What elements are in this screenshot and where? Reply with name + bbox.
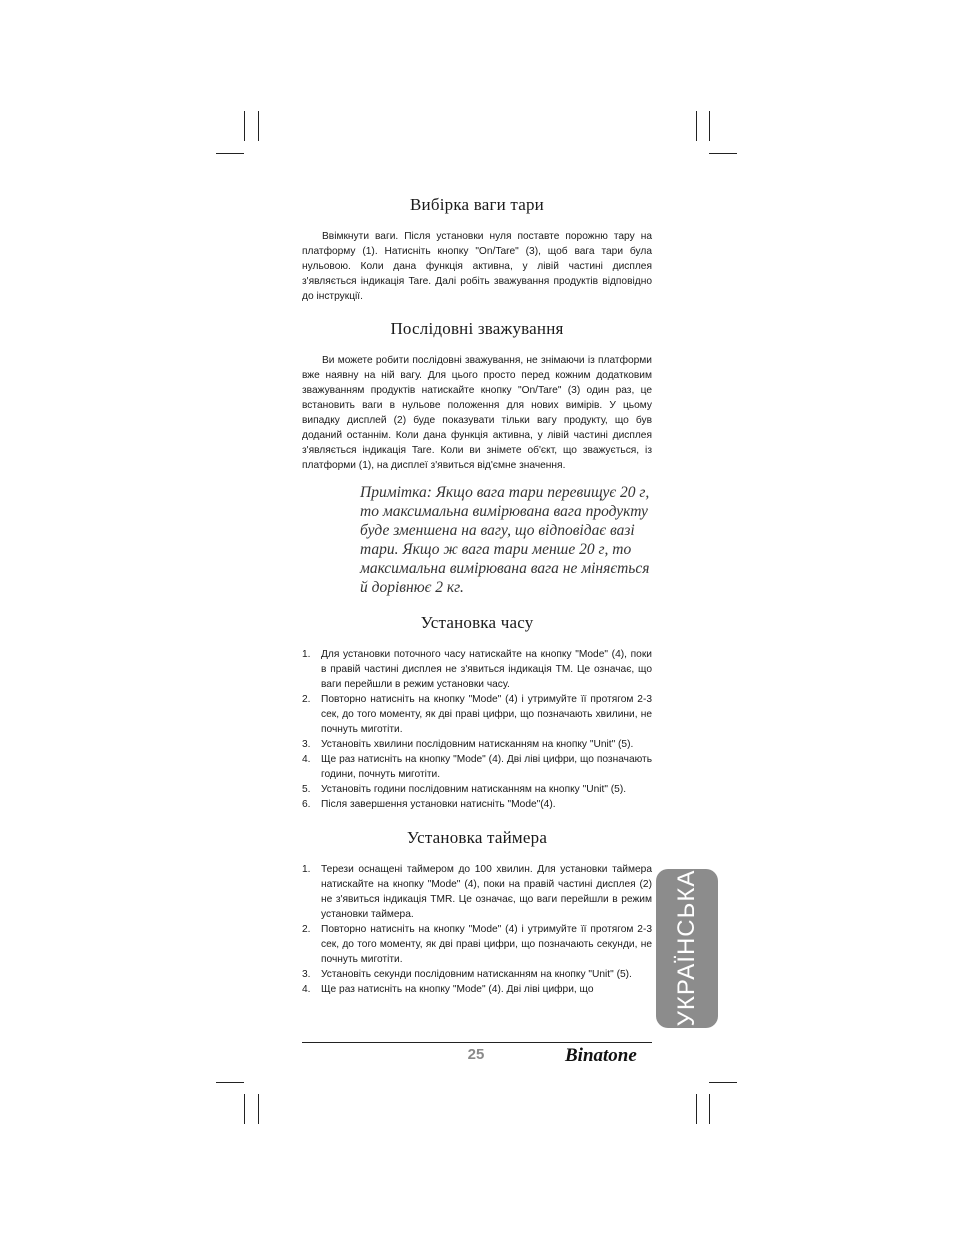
step-number: 2. — [302, 924, 311, 935]
crop-mark-top-left-v1 — [244, 111, 245, 141]
section-timer — [302, 828, 652, 997]
crop-mark-top-left-h — [216, 153, 244, 154]
page-number: 25 — [467, 1046, 485, 1063]
paragraph-tare: Ввімкнути ваги. Після установки нуля поставте порожню тару на платформу (1). Натисніть кнопку "On/Tare" (3), щоб вага тари була нульовою. Коли дана функція активна, у лівій частині дисплея з'являється індикація Tare. Далі робіть зважування продуктів відповідно до інструкції. — [302, 231, 652, 302]
section-sequential — [302, 319, 652, 597]
step-text: Ще раз натисніть на кнопку "Mode" (4). Дві ліві цифри, що — [321, 984, 594, 995]
list-item — [302, 692, 652, 737]
list-item — [302, 737, 652, 752]
section-title-clock: Установка часу — [420, 613, 534, 632]
crop-mark-top-right-v1 — [696, 111, 697, 141]
page-content — [302, 195, 652, 997]
section-clock — [302, 613, 652, 812]
crop-mark-bottom-left-h — [216, 1082, 244, 1083]
step-number: 1. — [302, 649, 311, 660]
section-title-timer: Установка таймера — [406, 828, 548, 847]
list-item — [302, 782, 652, 797]
crop-mark-top-left-v2 — [258, 111, 259, 141]
step-text: Повторно натисніть на кнопку "Mode" (4) і утримуйте її протягом 2-3 сек, до того моменту, як дві праві цифри, що позначають секунди, не почнуть миготіти. — [321, 924, 652, 965]
step-number: 2. — [302, 694, 311, 705]
steps-timer — [302, 862, 652, 997]
language-side-tab-label: УКРАЇНСЬКА — [673, 869, 700, 1027]
section-tare — [302, 195, 652, 304]
brand-logo: Binatone — [565, 1045, 637, 1066]
list-item — [302, 797, 652, 812]
crop-mark-bottom-left-v2 — [258, 1094, 259, 1124]
paragraph-sequential: Ви можете робити послідовні зважування, не знімаючи із платформи вже наявну на ній вагу. Для цього просто перед кожним додатковим зважуванням продуктів натискайте кнопку "On/Tare" (3) один раз, це встановить ваги в нульове положення для нових вимірів. У цьому випадку дисплей (2) буде показувати тільки вагу продукту, що був доданий останнім. Коли дана функція активна, у лівій частині дисплея з'являється індикація Tare. Коли ви знімете об'єкт, що зважується, із платформи (1), на дисплеї з'явиться від'ємне значення. — [302, 355, 652, 471]
step-number: 3. — [302, 969, 311, 980]
step-text: Установіть секунди послідовним натисканням на кнопку "Unit" (5). — [321, 969, 632, 980]
section-title-sequential: Послідовні зважування — [390, 319, 564, 338]
list-item — [302, 967, 652, 982]
step-number: 6. — [302, 799, 311, 810]
step-number: 5. — [302, 784, 311, 795]
list-item — [302, 982, 652, 997]
step-text: Після завершення установки натисніть "Mode"(4). — [321, 799, 556, 810]
section-title-tare: Вибірка ваги тари — [410, 195, 544, 214]
step-text: Для установки поточного часу натискайте на кнопку "Mode" (4), поки в правій частині дисплея не з'явиться індикація TM. Це означає, що ваги перейшли в режим установки часу. — [321, 649, 652, 690]
list-item — [302, 752, 652, 782]
crop-mark-bottom-left-v1 — [244, 1094, 245, 1124]
note-tare-weight: Примітка: Якщо вага тари перевищує 20 г, то максимальна вимірювана вага продукту буде зменшена на вагу, що відповідає вазі тари. Якщо ж вага тари менше 20 г, то максимальна вимірювана вага не міняється й дорівнює 2 кг. — [360, 484, 650, 596]
footer-divider — [302, 1042, 652, 1043]
step-number: 4. — [302, 984, 311, 995]
crop-mark-bottom-right-v2 — [709, 1094, 710, 1124]
crop-mark-bottom-right-v1 — [696, 1094, 697, 1124]
step-number: 1. — [302, 864, 311, 875]
step-text: Терези оснащені таймером до 100 хвилин. Для установки таймера натискайте на кнопку "Mode" (4), поки на правій частині дисплея (2) не з'явиться індикація TMR. Це означає, що ваги перейшли в режим установки таймера. — [321, 864, 652, 920]
list-item — [302, 862, 652, 922]
crop-mark-top-right-v2 — [709, 111, 710, 141]
list-item — [302, 647, 652, 692]
steps-clock — [302, 647, 652, 812]
list-item — [302, 922, 652, 967]
step-text: Установіть хвилини послідовним натисканням на кнопку "Unit" (5). — [321, 739, 634, 750]
crop-mark-bottom-right-h — [709, 1082, 737, 1083]
crop-mark-top-right-h — [709, 153, 737, 154]
step-number: 4. — [302, 754, 311, 765]
step-text: Ще раз натисніть на кнопку "Mode" (4). Дві ліві цифри, що позначають години, почнуть миготіти. — [321, 754, 652, 780]
step-number: 3. — [302, 739, 311, 750]
step-text: Установіть години послідовним натисканням на кнопку "Unit" (5). — [321, 784, 627, 795]
step-text: Повторно натисніть на кнопку "Mode" (4) і утримуйте її протягом 2-3 сек, до того моменту, як дві праві цифри, що позначають хвилини, не почнуть миготіти. — [321, 694, 652, 735]
language-side-tab — [656, 869, 718, 1028]
